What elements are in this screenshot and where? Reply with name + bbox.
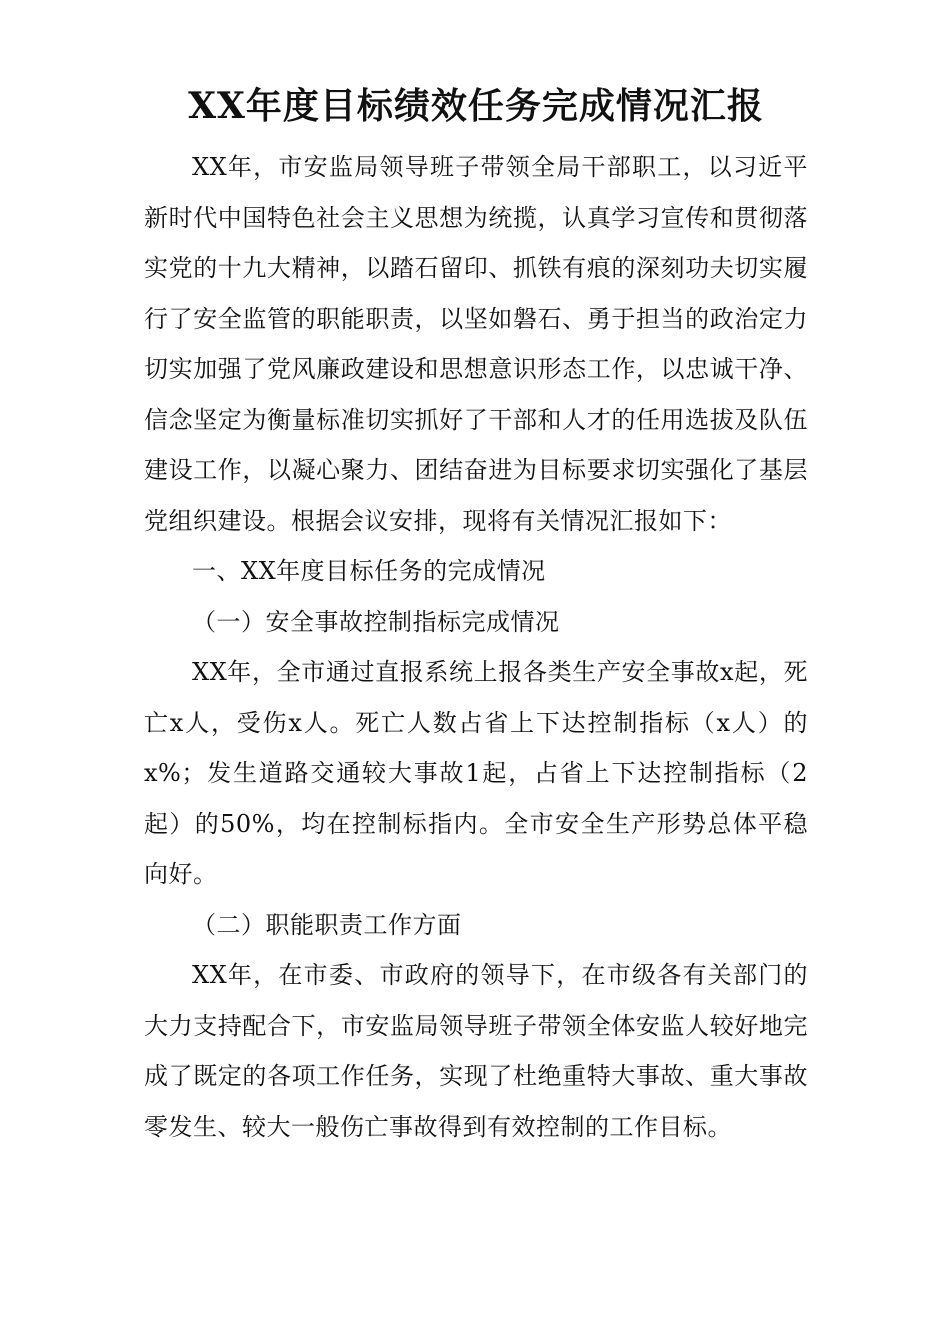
subsection-heading-1: （一）安全事故控制指标完成情况 bbox=[192, 607, 560, 636]
section-heading-1: 一、XX年度目标任务的完成情况 bbox=[192, 557, 546, 585]
subsection-heading-2: （二）职能职责工作方面 bbox=[192, 910, 462, 939]
subsection-1-paragraph: XX年，全市通过直报系统上报各类生产安全事故x起，死亡x人，受伤x人。死亡人数占省上下达控制指标（x人）的x%；发生道路交通较大事故1起，占省上下达控制指标（2起）的50%，均在控制标指内。全市安全生产形势总体平稳向好。 bbox=[144, 658, 808, 888]
document-title: XX年度目标绩效任务完成情况汇报 bbox=[188, 85, 764, 127]
intro-paragraph: XX年，市安监局领导班子带领全局干部职工，以习近平新时代中国特色社会主义思想为统揽，认真学习宣传和贯彻落实党的十九大精神，以踏石留印、抓铁有痕的深刻功夫切实履行了安全监管的职能职责，以坚如磐石、勇于担当的政治定力切实加强了党风廉政建设和思想意识形态工作，以忠诚干净、信念坚定为衡量标准切实抓好了干部和人才的任用选拔及队伍建设工作，以凝心聚力、团结奋进为目标要求切实强化了基层党组织建设。根据会议安排，现将有关情况汇报如下： bbox=[144, 153, 808, 535]
subsection-2-paragraph: XX年，在市委、市政府的领导下，在市级各有关部门的大力支持配合下，市安监局领导班子带领全体安监人较好地完成了既定的各项工作任务，实现了杜绝重特大事故、重大事故零发生、较大一般伤亡事故得到有效控制的工作目标。 bbox=[144, 961, 808, 1141]
